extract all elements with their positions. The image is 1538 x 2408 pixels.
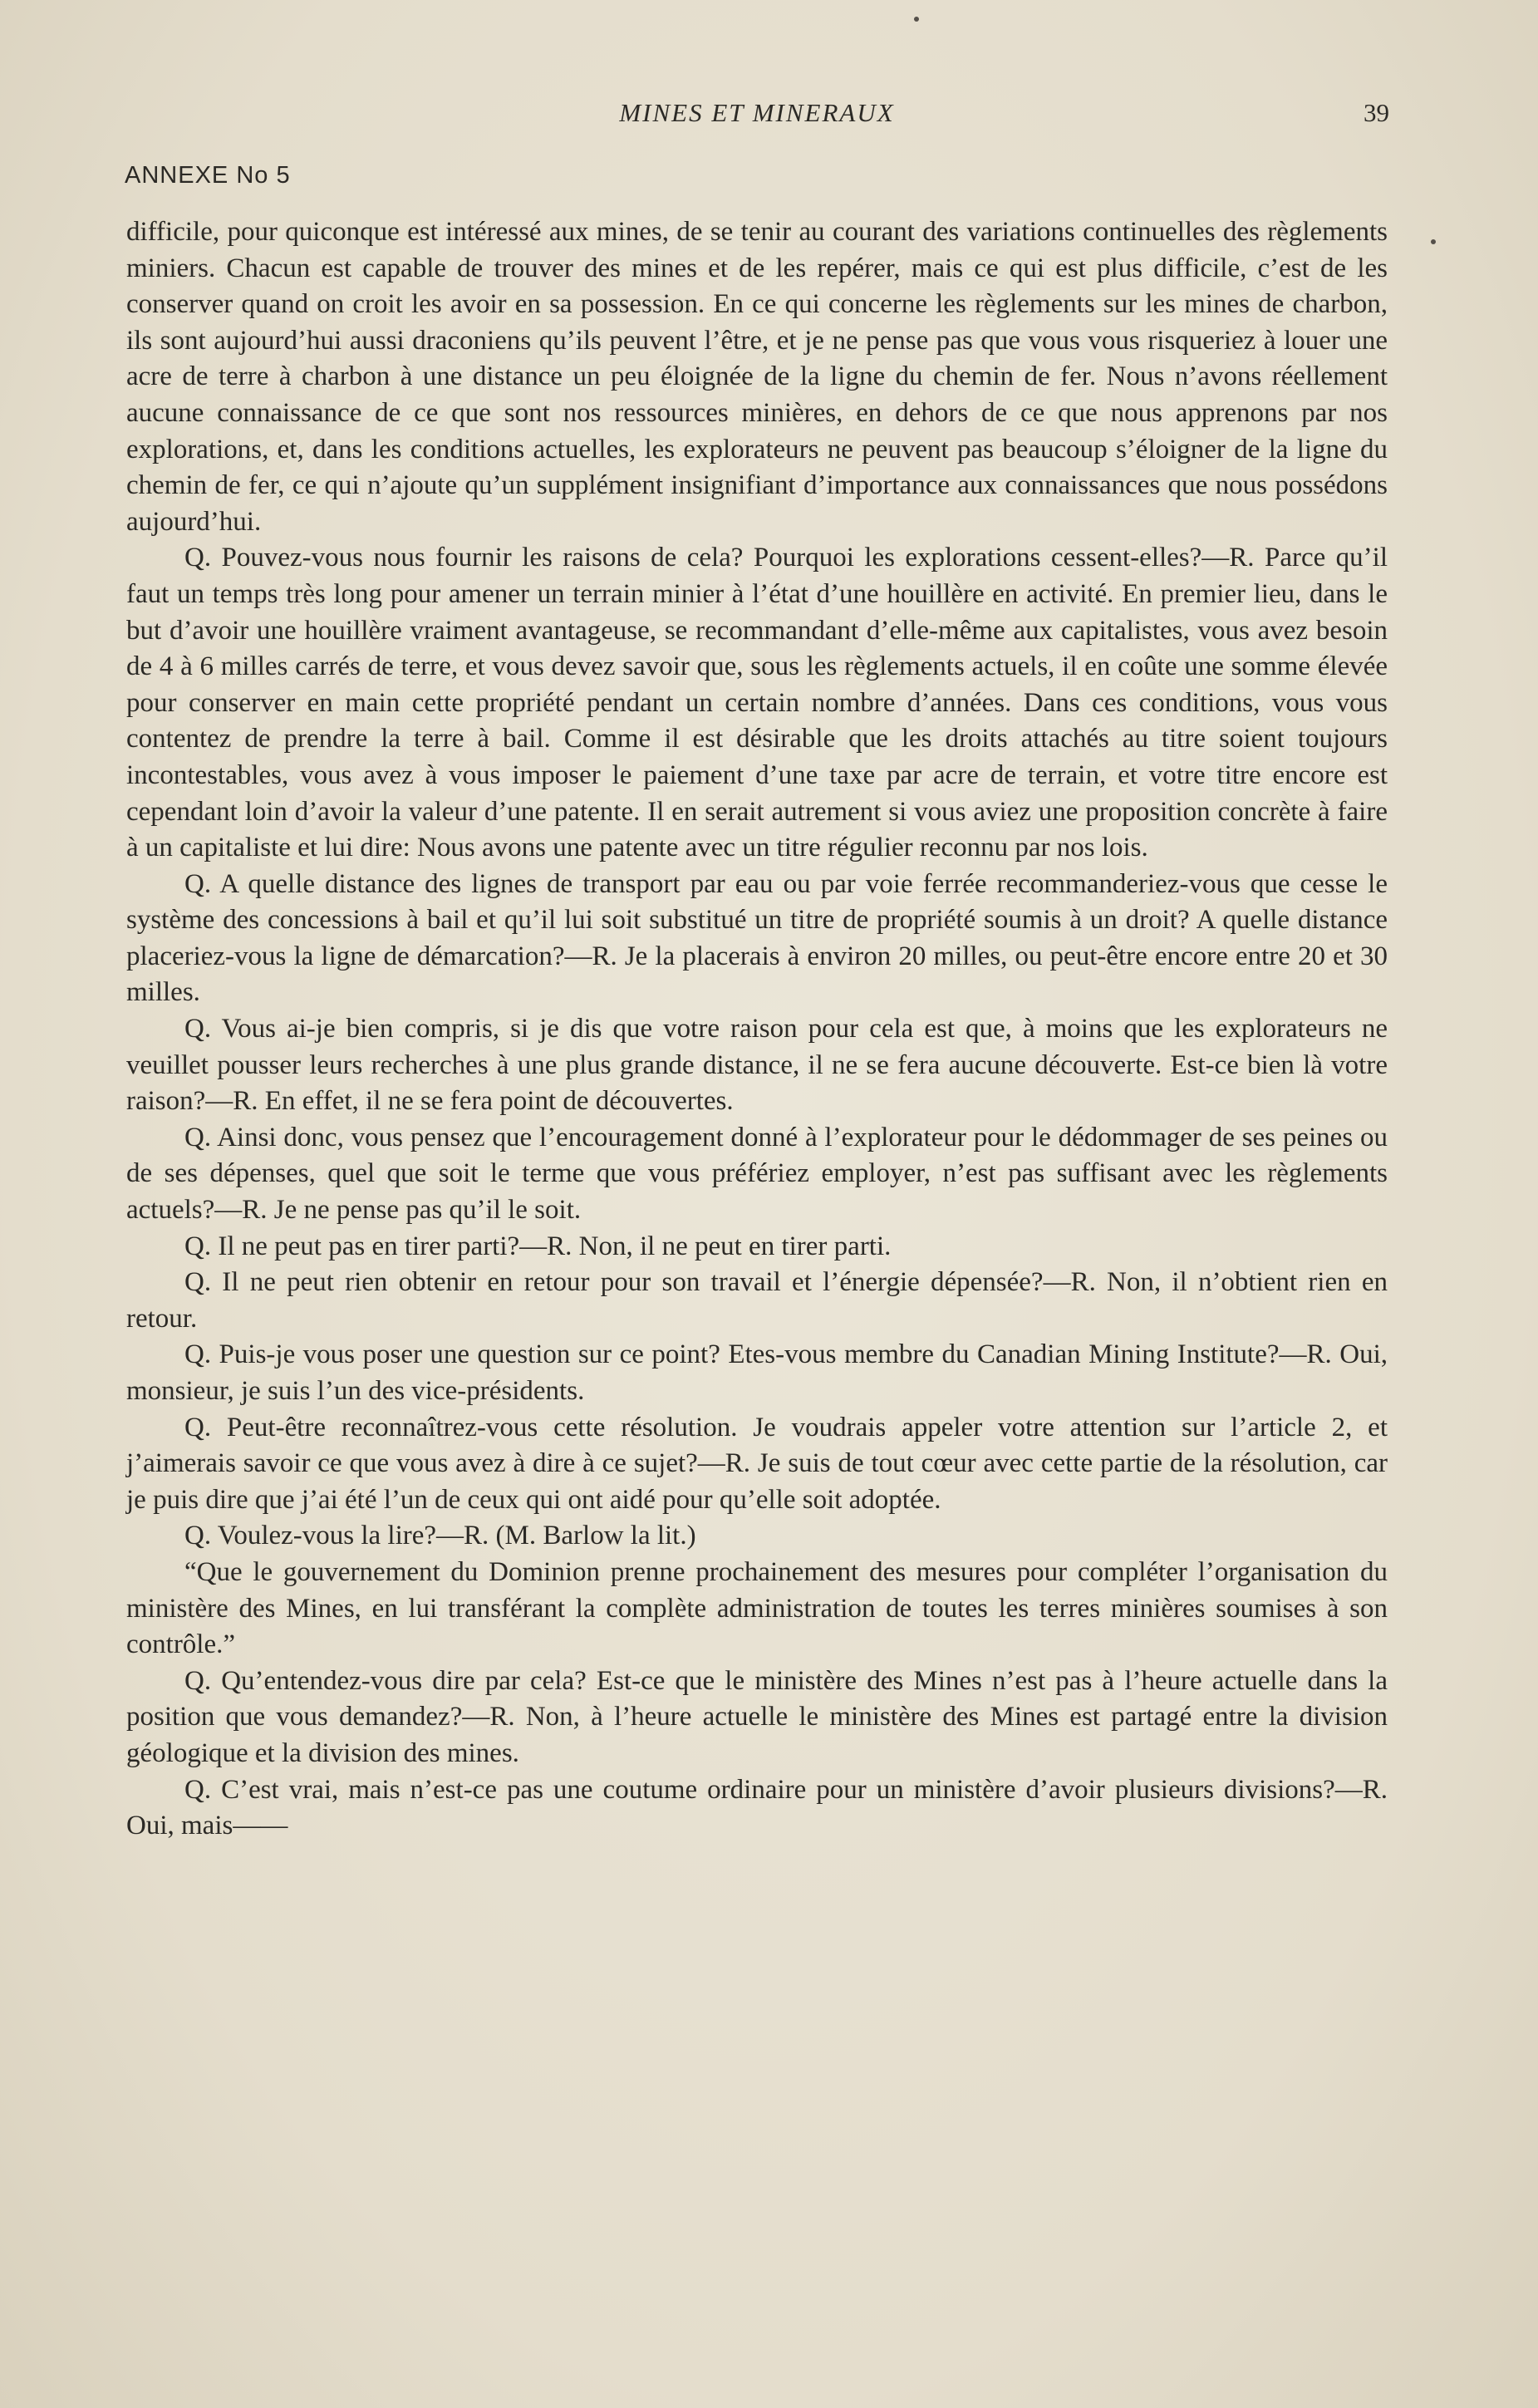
paragraph-7: Q. Il ne peut rien obtenir en retour pour son travail et l’énergie dépensée?—R. Non, il n’obtient rien en retour. [126, 1267, 1388, 1334]
paragraph-3: Q. A quelle distance des lignes de transport par eau ou par voie ferrée recommanderiez-vous que cesse le système des concessions à bail et qu’il lui soit substitué un titre de propriété soumis à un droit? A quelle distance placeriez-vous la ligne de démarcation?—R. Je la placerais à environ 20 milles, ou peut-être encore entre 20 et 30 milles. [126, 868, 1388, 1008]
running-title: MINES ET MINERAUX [619, 98, 895, 127]
paragraph-1: difficile, pour quiconque est intéressé aux mines, de se tenir au courant des variations continuelles des règlements miniers. Chacun est capable de trouver des mines et de les repérer, mais ce qui est plus difficile, c’est de les conserver quand on croit les avoir en sa possession. En ce qui concerne les règlements sur les mines de charbon, ils sont aujourd’hui aussi draconiens qu’ils peuvent l’être, et je ne pense pas que vous vous risqueriez à louer une acre de terre à charbon à une distance un peu éloignée de la ligne du chemin de fer. Nous n’avons réellement aucune connaissance de ce que sont nos ressources minières, en dehors de ce que nous apprenons par nos explorations, et, dans les conditions actuelles, les explorateurs ne peuvent pas beaucoup s’éloigner de la ligne du chemin de fer, ce qui n’ajoute qu’un supplément insignifiant d’importance aux connaissances que nous possédons aujourd’hui. [126, 217, 1388, 537]
running-header [125, 98, 1389, 140]
page-number: 39 [1364, 98, 1389, 127]
paragraph-5: Q. Ainsi donc, vous pensez que l’encouragement donné à l’explorateur pour le dédommager de ses peines ou de ses dépenses, quel que soit le terme que vous préfériez employer, n’est pas suffisant avec les règlements actuels?—R. Je ne pense pas qu’il le soit. [126, 1122, 1388, 1226]
paragraph-6: Q. Il ne peut pas en tirer parti?—R. Non, il ne peut en tirer parti. [184, 1231, 892, 1261]
paragraph-12: Q. Qu’entendez-vous dire par cela? Est-ce que le ministère des Mines n’est pas à l’heure actuelle dans la position que vous demandez?—R. Non, à l’heure actuelle le ministère des Mines est partagé entre la division géologique et la division des mines. [126, 1665, 1388, 1768]
paragraph-2: Q. Pouvez-vous nous fournir les raisons de cela? Pourquoi les explorations cessent-elles?—R. Parce qu’il faut un temps très long pour amener un terrain minier à l’état d’une houillère en activité. En premier lieu, dans le but d’avoir une houillère vraiment avantageuse, se recommandant d’elle-même aux capitalistes, vous avez besoin de 4 à 6 milles carrés de terre, et vous devez savoir que, sous les règlements actuels, il en coûte une somme élevée pour conserver en main cette propriété pendant un certain nombre d’années. Dans ces conditions, vous vous contentez de prendre la terre à bail. Comme il est désirable que les droits attachés au titre soient toujours incontestables, vous avez à vous imposer le paiement d’une taxe par acre de terrain, et votre titre encore est cependant loin d’avoir la valeur d’une patente. Il en serait autrement si vous aviez une proposition concrète à faire à un capitaliste et lui dire: Nous avons une patente avec un titre régulier reconnu par nos lois. [126, 543, 1388, 863]
print-speck [1431, 239, 1436, 244]
paragraph-8: Q. Puis-je vous poser une question sur ce point? Etes-vous membre du Canadian Mining Institute?—R. Oui, monsieur, je suis l’un des vice-présidents. [126, 1339, 1388, 1406]
annex-label: ANNEXE No 5 [125, 162, 291, 189]
paragraph-4: Q. Vous ai-je bien compris, si je dis que votre raison pour cela est que, à moins que les explorateurs ne veuillet pousser leurs recherches à une plus grande distance, il ne se fera aucune découverte. Est-ce bien là votre raison?—R. En effet, il ne se fera point de découvertes. [126, 1014, 1388, 1117]
paragraph-9: Q. Peut-être reconnaîtrez-vous cette résolution. Je voudrais appeler votre attention sur l’article 2, et j’aimerais savoir ce que vous avez à dire à ce sujet?—R. Je suis de tout cœur avec cette partie de la résolution, car je puis dire que j’ai été l’un de ceux qui ont aidé pour qu’elle soit adoptée. [126, 1412, 1388, 1515]
paragraph-10: Q. Voulez-vous la lire?—R. (M. Barlow la lit.) [184, 1521, 696, 1551]
paragraph-13: Q. C’est vrai, mais n’est-ce pas une coutume ordinaire pour un ministère d’avoir plusieurs divisions?—R. Oui, mais—— [126, 1774, 1388, 1841]
print-speck [914, 17, 919, 22]
body-text [126, 214, 1388, 1845]
paragraph-11: “Que le gouvernement du Dominion prenne prochainement des mesures pour compléter l’organisation du ministère des Mines, en lui transférant la complète administration de toutes les terres minières soumises à son contrôle.” [126, 1556, 1388, 1660]
